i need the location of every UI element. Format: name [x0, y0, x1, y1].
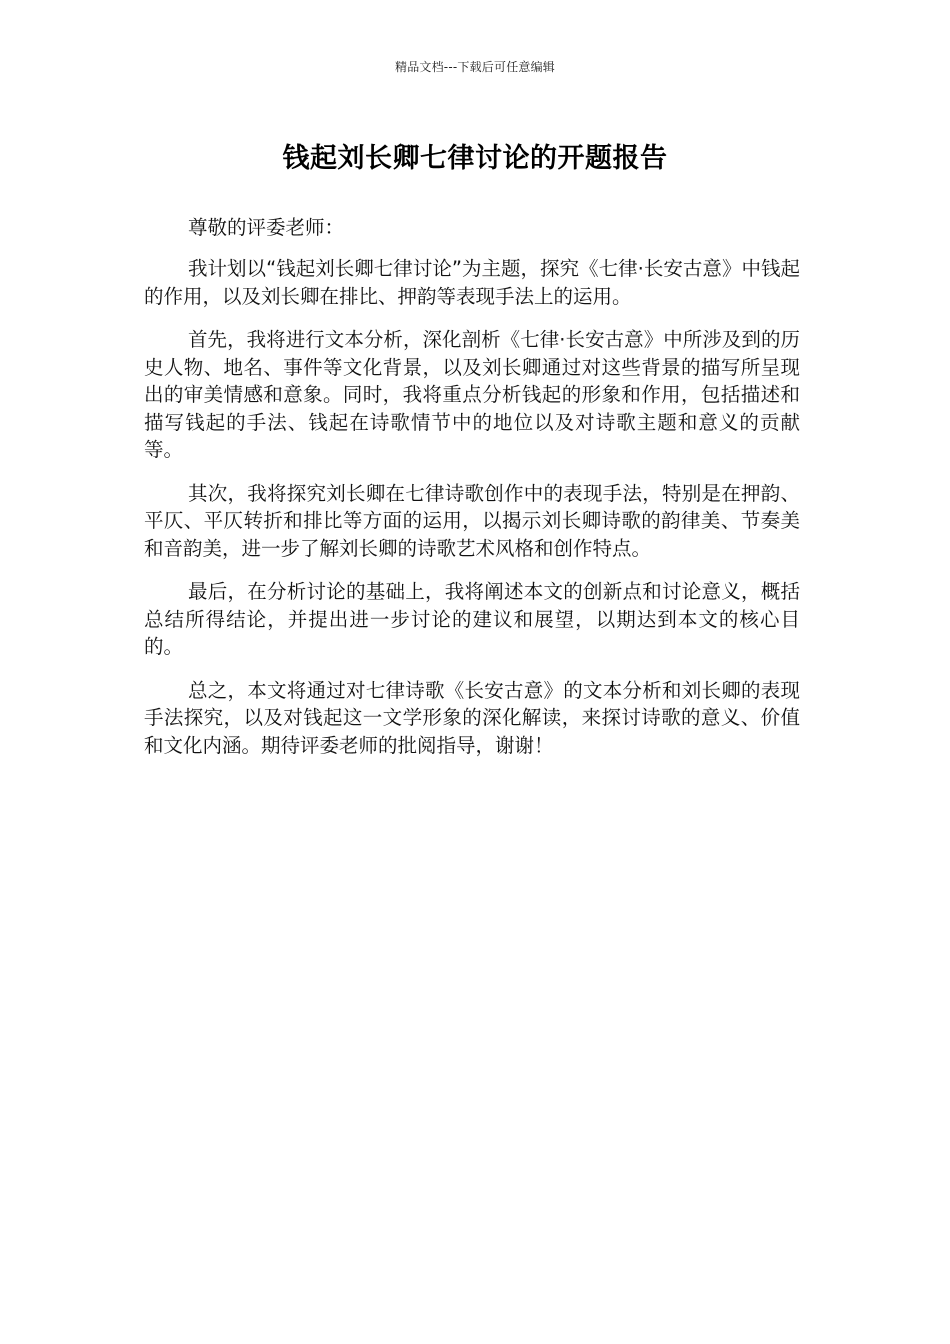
paragraph-finally: 最后，在分析讨论的基础上，我将阐述本文的创新点和讨论意义，概括总结所得结论，并提出进一步讨论的建议和展望，以期达到本文的核心目的。	[144, 580, 800, 658]
paragraph-conclusion: 总之，本文将通过对七律诗歌《长安古意》的文本分析和刘长卿的表现手法探究，以及对钱起这一文学形象的深化解读，来探讨诗歌的意义、价值和文化内涵。期待评委老师的批阅指导，谢谢！	[144, 678, 800, 757]
paragraph-first: 首先，我将进行文本分析，深化剖析《七律·长安古意》中所涉及到的历史人物、地名、事件等文化背景，以及刘长卿通过对这些背景的描写所呈现出的审美情感和意象。同时，我将重点分析钱起的形象和作用，包括描述和描写钱起的手法、钱起在诗歌情节中的地位以及对诗歌主题和意义的贡献等。	[144, 328, 800, 461]
header-note: 精品文档---下载后可任意编辑	[395, 60, 555, 74]
paragraph-second: 其次，我将探究刘长卿在七律诗歌创作中的表现手法，特别是在押韵、平仄、平仄转折和排比等方面的运用，以揭示刘长卿诗歌的韵律美、节奏美和音韵美，进一步了解刘长卿的诗歌艺术风格和创作特点。	[144, 481, 800, 560]
salutation: 尊敬的评委老师：	[188, 216, 345, 239]
paragraph-topic: 我计划以“钱起刘长卿七律讨论”为主题，探究《七律·长安古意》中钱起的作用，以及刘长卿在排比、押韵等表现手法上的运用。	[144, 257, 800, 308]
document-title: 钱起刘长卿七律讨论的开题报告	[282, 143, 668, 174]
document-body	[144, 214, 800, 775]
